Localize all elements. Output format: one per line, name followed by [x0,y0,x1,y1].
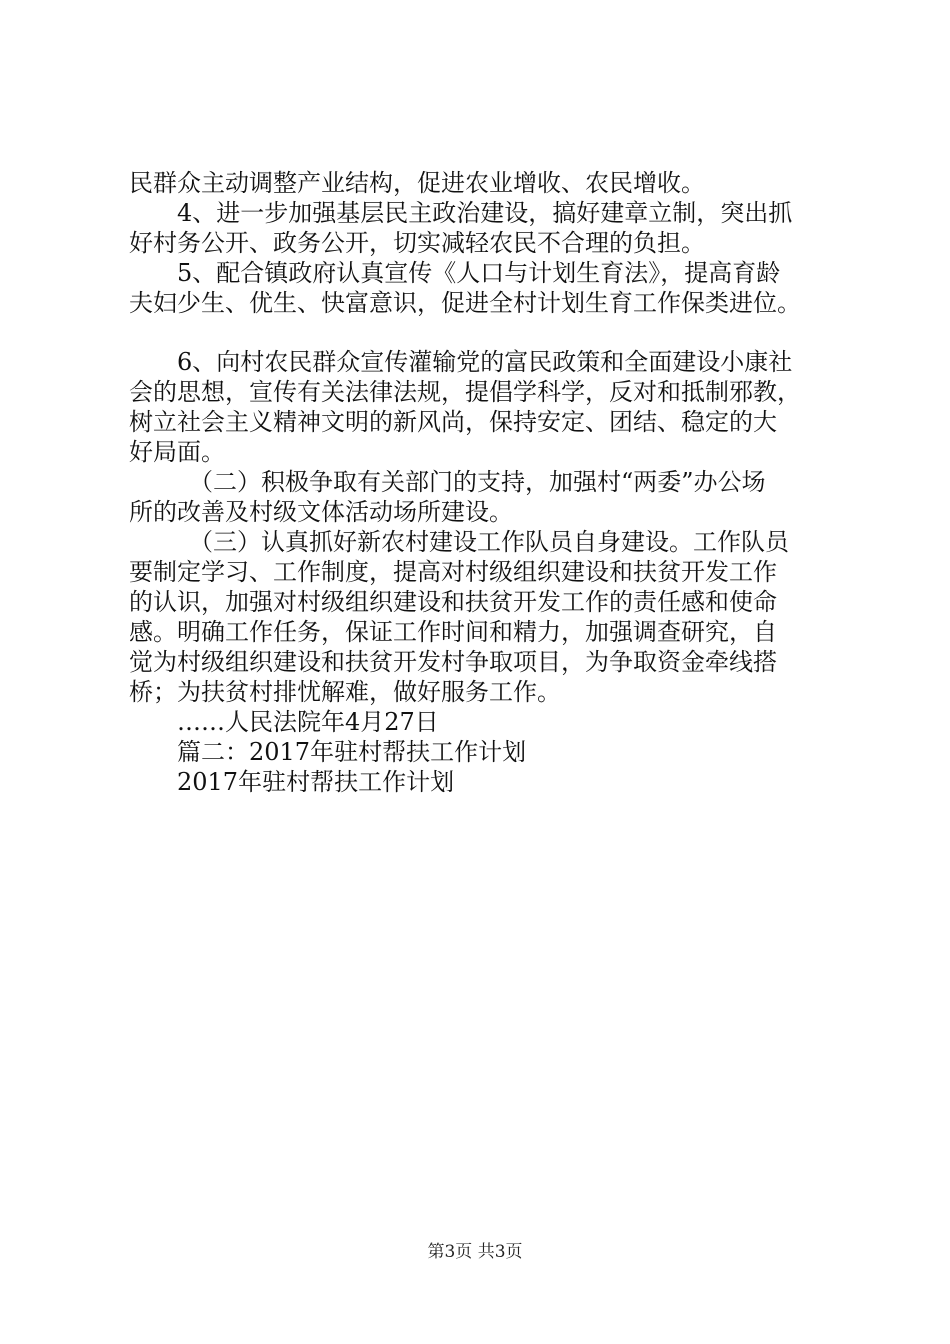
blank-line [129,318,844,347]
text-line: （二）积极争取有关部门的支持，加强村“两委”办公场 [189,468,766,496]
text-line: 觉为村级组织建设和扶贫开发村争取项目，为争取资金牵线搭 [129,648,777,676]
text-line: 民群众主动调整产业结构，促进农业增收、农民增收。 [129,169,705,197]
text-line: （三）认真抓好新农村建设工作队员自身建设。工作队员 [189,528,789,556]
text-line: ……人民法院年4月27日 [177,708,439,736]
text-line: 所的改善及村级文体活动场所建设。 [129,498,513,526]
document-body [129,168,844,797]
text-line: 6、向村农民群众宣传灌输党的富民政策和全面建设小康社 [177,348,793,376]
page-footer: 第3页 共3页 [427,1242,523,1262]
text-line: 好局面。 [129,438,225,466]
text-line: 要制定学习、工作制度，提高对村级组织建设和扶贫开发工作 [129,558,777,586]
text-line: 好村务公开、政务公开，切实减轻农民不合理的负担。 [129,229,705,257]
text-line: 的认识，加强对村级组织建设和扶贫开发工作的责任感和使命 [129,588,777,616]
text-line: 4、进一步加强基层民主政治建设，搞好建章立制，突出抓 [177,199,793,227]
text-line: 夫妇少生、优生、快富意识，促进全村计划生育工作保类进位。 [129,289,801,317]
text-line: 感。明确工作任务，保证工作时间和精力，加强调查研究，自 [129,618,777,646]
text-line: 篇二：2017年驻村帮扶工作计划 [177,738,527,766]
text-line: 桥；为扶贫村排忧解难，做好服务工作。 [129,678,561,706]
text-line: 5、配合镇政府认真宣传《人口与计划生育法》，提高育龄 [177,259,781,287]
text-line: 2017年驻村帮扶工作计划 [177,768,455,796]
text-line: 会的思想，宣传有关法律法规，提倡学科学，反对和抵制邪教， [129,378,801,406]
text-line: 树立社会主义精神文明的新风尚，保持安定、团结、稳定的大 [129,408,777,436]
